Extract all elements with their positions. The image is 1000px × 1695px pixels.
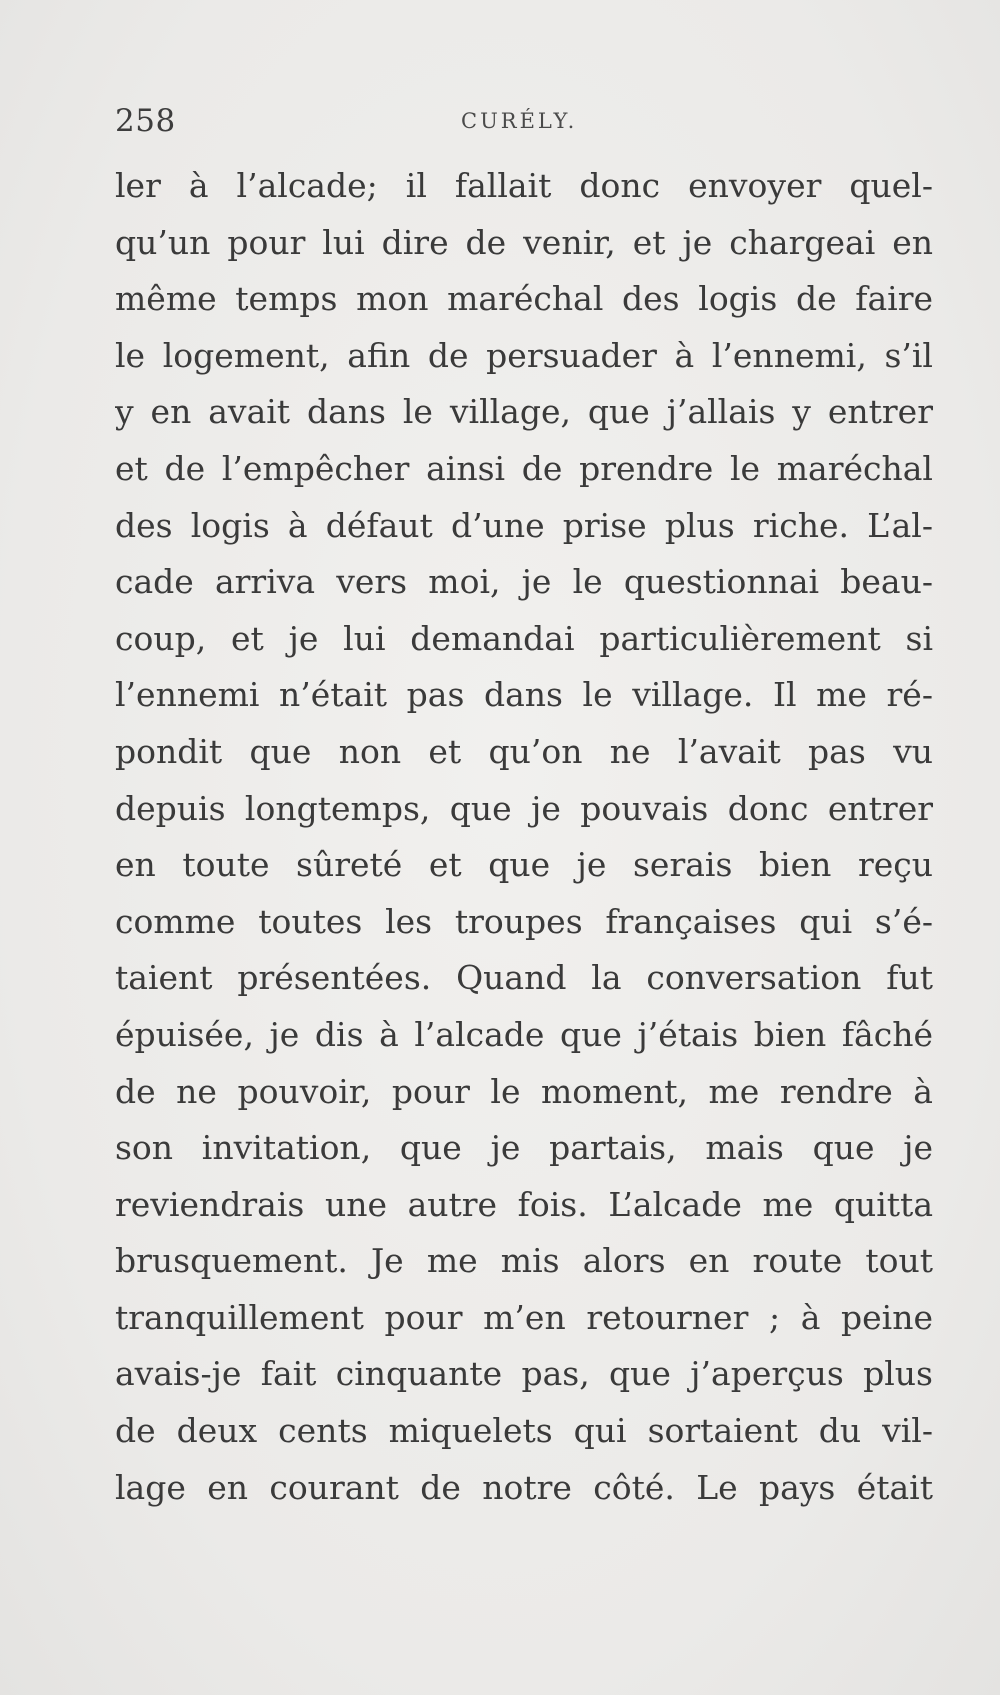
text-line: des logis à défaut d’une prise plus riche. L’al- [115, 505, 933, 545]
text-line: de ne pouvoir, pour le moment, me rendre à [115, 1071, 933, 1111]
text-line: pondit que non et qu’on ne l’avait pas vu [115, 731, 933, 771]
text-line: y en avait dans le village, que j’allais y entrer [115, 392, 933, 432]
text-line: l’ennemi n’était pas dans le village. Il me ré- [115, 675, 933, 715]
text-line: son invitation, que je partais, mais que je [115, 1128, 933, 1168]
text-line: lage en courant de notre côté. Le pays était [115, 1467, 933, 1507]
text-line: qu’un pour lui dire de venir, et je chargeai en [115, 222, 933, 262]
running-head [115, 103, 603, 143]
text-line: et de l’empêcher ainsi de prendre le maréchal [115, 448, 933, 488]
text-line: tranquillement pour m’en retourner ; à peine [115, 1297, 933, 1337]
text-line: depuis longtemps, que je pouvais donc entrer [115, 788, 933, 828]
text-line: coup, et je lui demandai particulièrement si [115, 618, 933, 658]
page-number: 258 [115, 103, 176, 139]
text-line: comme toutes les troupes françaises qui s’é- [115, 901, 933, 941]
body-text [115, 158, 933, 1516]
text-line: reviendrais une autre fois. L’alcade me quitta [115, 1184, 933, 1224]
text-line: de deux cents miquelets qui sortaient du vil- [115, 1411, 933, 1451]
running-title: CURÉLY. [461, 109, 578, 133]
text-line: cade arriva vers moi, je le questionnai beau- [115, 562, 933, 602]
text-line: taient présentées. Quand la conversation fut [115, 958, 933, 998]
text-line: avais-je fait cinquante pas, que j’aperçus plus [115, 1354, 933, 1394]
text-line: en toute sûreté et que je serais bien reçu [115, 845, 933, 885]
text-line: le logement, afin de persuader à l’ennemi, s’il [115, 335, 933, 375]
text-line: même temps mon maréchal des logis de faire [115, 279, 933, 319]
text-line: épuisée, je dis à l’alcade que j’étais bien fâché [115, 1014, 933, 1054]
text-line: ler à l’alcade; il fallait donc envoyer quel- [115, 166, 933, 205]
text-line: brusquement. Je me mis alors en route tout [115, 1241, 933, 1281]
